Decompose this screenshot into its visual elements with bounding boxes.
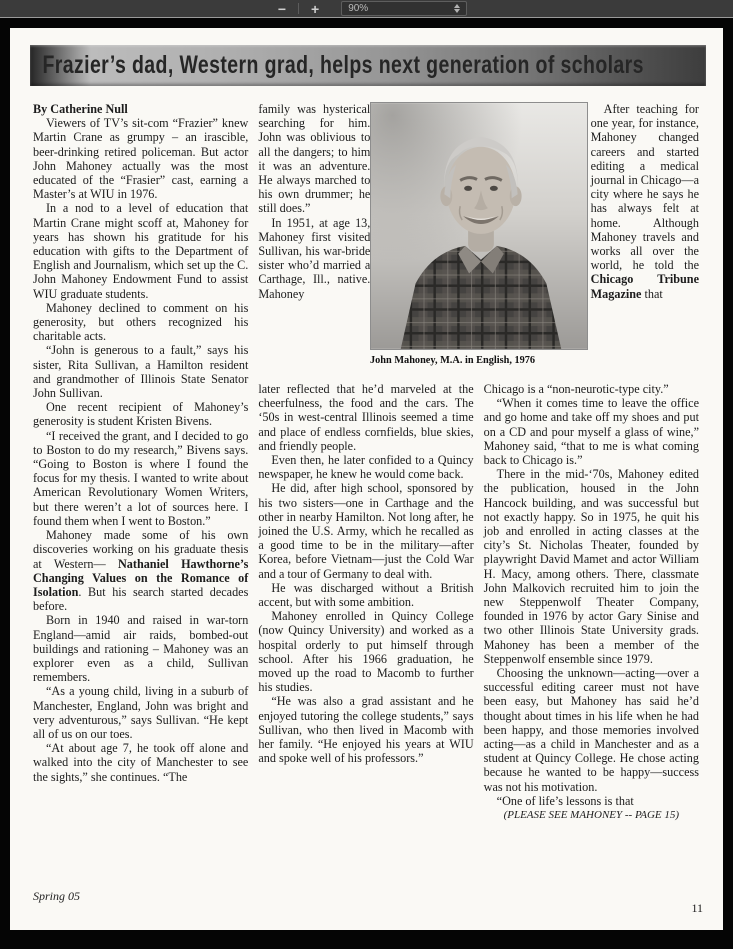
paragraph: “John is generous to a fault,” says his sister, Rita Sullivan, a Hamilton resident and grandmother of Illinois State Senator John Sullivan. [33, 343, 249, 401]
paragraph: Even then, he later confided to a Quincy newspaper, he knew he would come back. [258, 453, 474, 482]
photo-figure [370, 102, 588, 368]
paragraph: later reflected that he’d marveled at the cheerfulness, the food and the cars. The ‘50s in west-central Illinois seemed a time and place of endless cornfields, blue skies, and friendly people. [258, 382, 474, 453]
paragraph: “One of life’s lessons is that [496, 793, 634, 808]
tribune-title: Chicago Tribune Magazine [590, 272, 699, 301]
paragraph-tribune: After teaching for one year, for instance, Mahoney changed careers and started editing a medical journal in Chicago—a city where he says he has always felt at home. Although Mahoney travels and works all over the world, he told the Chicago Tribune Magazine that [590, 102, 699, 301]
paragraph: Mahoney declined to comment on his generosity, but others recognized his charitable acts. [33, 300, 249, 344]
paragraph: Mahoney enrolled in Quincy College (now Quincy University) and worked as a hospital orderly to put himself through school. After his 1966 graduation, he moved up the road to Macomb to further his studies. [258, 609, 474, 695]
thesis-title: Nathaniel Hawthorne’s Changing Values on the Romance of Isolation [33, 556, 249, 599]
paragraph: Choosing the unknown—acting—over a successful editing career must not have been easy, but Mahoney has said he’d thought about times in his life when he had been happy, and those memories involved acting—as a child in Manchester and as a student at Quincy College. He chose acting because he wanted to be happy—success was not his motivation. [483, 666, 699, 794]
headline-banner [30, 45, 706, 86]
page-number: 11 [691, 901, 703, 915]
paragraph: “As a young child, living in a suburb of Manchester, England, John was bright and very adventurous,” says Sullivan. “He kept all of us on our toes. [33, 684, 249, 741]
paragraph: He did, after high school, sponsored by his two sisters—one in Carthage and the other in nearby Hamilton. Not long after, he joined the U.S. Army, which he recalled as a good time to be in the military—after Korea, before Vietnam—just the Cold War and a tour of Germany to deal with. [258, 481, 474, 581]
headline: Frazier’s dad, Western grad, helps next generation of scholars [42, 51, 644, 79]
john-mahoney-photo [370, 102, 588, 350]
zoom-out-button[interactable]: − [266, 2, 298, 16]
column-2-narrow [258, 102, 370, 382]
column-1 [33, 102, 248, 822]
zoom-level-select[interactable] [341, 1, 467, 16]
byline: By Catherine Null [33, 102, 128, 116]
viewer-toolbar [0, 0, 733, 18]
article-content [33, 102, 699, 822]
paragraph: One recent recipient of Mahoney’s generosity is student Kristen Bivens. [33, 400, 249, 429]
paragraph: “He was also a grad assistant and he enjoyed tutoring the college students,” says Sullivan, who then lived in Macomb with her family. “He enjoyed his years at WIU and spoke well of his professors.” [258, 694, 474, 766]
updown-stepper-icon [454, 4, 460, 13]
paragraph: There in the mid-‘70s, Mahoney edited the publication, housed in the John Hancock building, and was successful but not exactly happy. So in 1975, he quit his job and enrolled in acting classes at the city’s St. Nicholas Theater, founded by playwright David Mamet and actor William H. Macy, among others. There, classmate John Malkovich recruited him to join the new Steppenwolf Theater Company, founded in 1976 by actor Gary Sinise and two other Illinois State University grads. Mahoney has been a member of the Steppenwolf ensemble since 1979. [483, 467, 699, 666]
continuation-notice: (PLEASE SEE MAHONEY -- PAGE 15) [503, 809, 680, 822]
paragraph: Chicago is a “non-neurotic-type city.” [483, 382, 669, 396]
paragraph-thesis: Mahoney made some of his own discoveries working on his graduate thesis at Western— Nathaniel Hawthorne’s Changing Values on the Romance of Isolation. But his search started decades before. [33, 528, 249, 614]
column-3-narrow [591, 102, 699, 382]
paragraph: Born in 1940 and raised in war-torn England—amid air raids, bombed-out buildings and rationing – Mahoney was an explorer even as a child, Sullivan remembers. [33, 613, 249, 685]
paragraph: “When it comes time to leave the office and go home and take off my shoes and put on a CD and pour myself a glass of wine,” Mahoney said, “that to me is what coming back to Chicago is.” [483, 396, 699, 468]
magazine-page [10, 28, 723, 930]
paragraph: He was discharged without a British accent, but with some ambition. [258, 580, 474, 610]
paragraph: family was hysterical searching for him. John was oblivious to all the dangers; to him it was an adventure. He always marched to his own drummer; he still does.” [258, 102, 371, 216]
paragraph: In 1951, at age 13, Mahoney first visited Sullivan, his war-bride sister who’d married a Carthage, Ill., native. Mahoney [258, 215, 371, 301]
zoom-in-button[interactable]: + [299, 2, 331, 16]
paragraph: “I received the grant, and I decided to go to Boston to do my research,” Bivens says. “Going to Boston is where I found the focus for my thesis. I wanted to write about American Revolutionary Women Writers, but there weren’t a lot of sources here. I found them when I went to Boston.” [33, 428, 249, 528]
paragraph: In a nod to a level of education that Martin Crane might scoff at, Mahoney for years has shown his gratitude for his education with gifts to the Department of English and Journalism, which set up the C. John Mahoney Endowment Fund to assist WIU graduate students. [33, 201, 249, 301]
photo-caption: John Mahoney, M.A. in English, 1976 [370, 355, 536, 366]
paragraph: Viewers of TV’s sit-com “Frazier” knew Martin Crane as grumpy – an irascible, beer-drinking retired policeman. But actor John Mahoney actually was the most educated of the “Frasier” cast, earning a Master’s at WIU in 1976. [33, 116, 249, 202]
issue-label: Spring 05 [33, 889, 81, 903]
zoom-level-value: 90% [348, 3, 369, 14]
paragraph: “At about age 7, he took off alone and walked into the city of Manchester to see the sights,” she continues. “The [33, 741, 249, 784]
